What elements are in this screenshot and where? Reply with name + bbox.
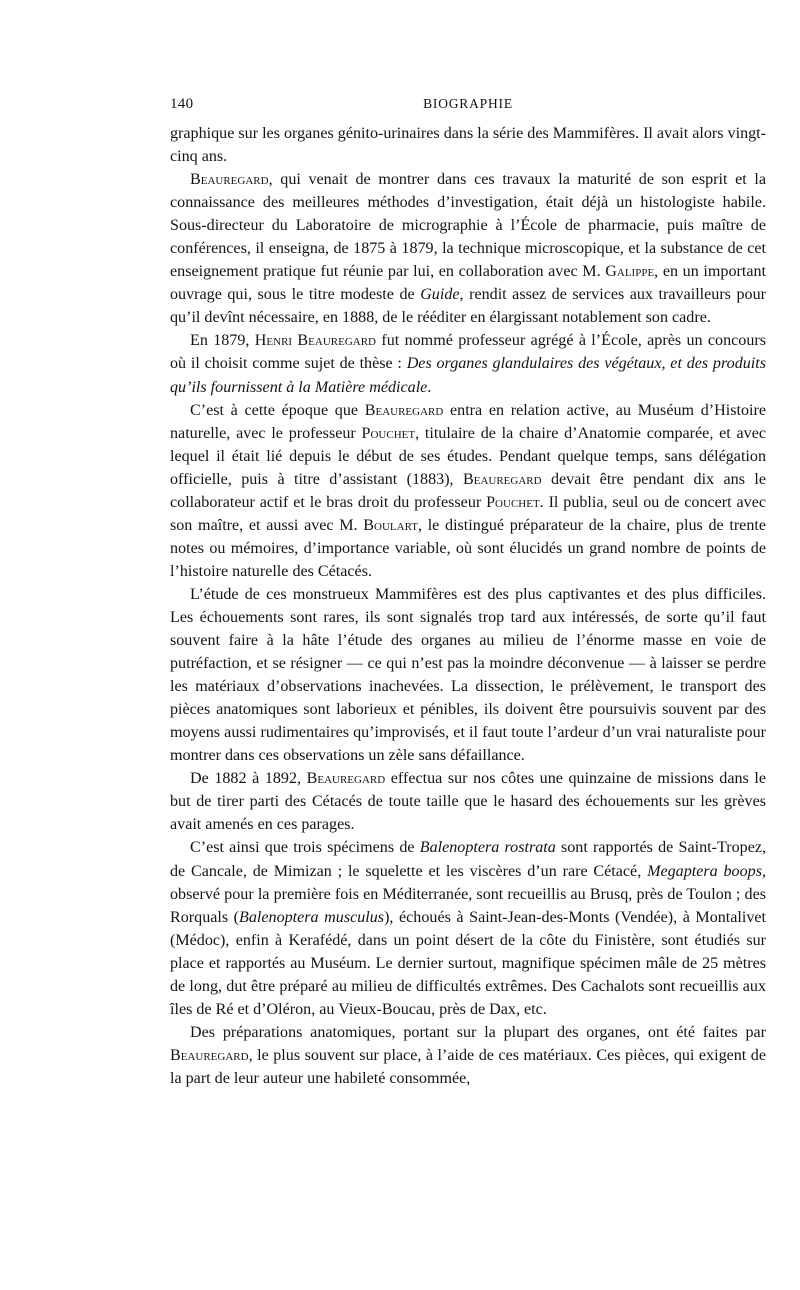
text-run: effectua sur nos côtes une quinzaine de missions dans le but de tirer parti des Cétacés de toute taille que le hasard des échouements sur les grèves avait amenés en ces parages. [170, 770, 766, 834]
page-number: 140 [170, 96, 194, 112]
small-caps-name: Pouchet [486, 493, 540, 511]
paragraph [170, 122, 766, 168]
text-run: C’est ainsi que trois spécimens de [190, 839, 420, 857]
small-caps-name: Galippe [605, 263, 655, 281]
text-run: C’est à cette époque que [190, 401, 365, 419]
paragraph [170, 329, 766, 398]
paragraph [170, 767, 766, 836]
text-run: fut nommé professeur agrégé à l’École, après un concours où il choisit comme sujet de thèse : [170, 332, 766, 373]
small-caps-name: Beauregard [364, 401, 444, 419]
text-run: , le plus souvent sur place, à l’aide de ces matériaux. Ces pièces, qui exigent de la part de leur auteur une habileté consommée, [170, 1046, 766, 1087]
italic-text: Guide [420, 286, 460, 304]
text-run: , en un important ouvrage qui, sous le titre modeste de [170, 263, 766, 304]
paragraph [170, 1021, 766, 1090]
italic-text: Balenoptera musculus [239, 908, 385, 926]
text-run: , le distingué préparateur de la chaire, plus de trente notes ou mémoires, d’importance variable, où sont élucidés un grand nombre de points de l’histoire naturelle des Cétacés. [170, 516, 766, 580]
text-run: ), échoués à Saint-Jean-des-Monts (Vendée), à Montalivet (Médoc), enfin à Kerafédé, dans un point désert de la côte du Finistère, sont étudiés sur place et rapportés au Muséum. Le dernier surtout, magnifique spécimen mâle de 25 mètres de long, dut être préparé au milieu de difficultés extrêmes. Des Cachalots sont recueillis aux îles de Ré et d’Oléron, au Vieux-Boucau, près de Dax, etc. [170, 908, 767, 1018]
text-run: entra en relation active, au Muséum d’Histoire naturelle, avec le professeur [170, 401, 766, 442]
text-run: . Il publia, seul ou de concert avec son maître, et aussi avec M. [170, 493, 766, 534]
small-caps-name: Beauregard [462, 470, 542, 488]
small-caps-name: Pouchet [361, 424, 416, 442]
small-caps-name: Beauregard [170, 1046, 249, 1064]
running-head [170, 96, 766, 122]
paragraph [170, 168, 766, 329]
text-run: sont rapportés de Saint-Tropez, de Cancale, de Mimizan ; le squelette et les viscères d’un rare Cétacé, [170, 839, 766, 880]
text-run: L’étude de ces monstrueux Mammifères est des plus captivantes et des plus difficiles. Les échouements sont rares, ils sont signalés trop tard aux intéressés, de sorte qu’il faut souvent faire à la hâte l’étude des organes au milieu de l’énorme masse en voie de putréfaction, et se résigner — ce qui n’est pas la moindre déconvenue — à laisser se perdre les matériaux d’observations inachevées. La dissection, le prélèvement, le transport des pièces anatomiques sont laborieux et pénibles, ils doivent être poursuivis souvent par des moyens aussi rudimentaires qu’improvisés, et il faut toute l’ardeur d’un vrai naturaliste pour montrer dans ces observations un zèle sans défaillance. [170, 585, 766, 765]
text-run: graphique sur les organes génito-urinaires dans la série des Mammifères. Il avait alors vingt-cinq ans. [170, 125, 766, 166]
text-run: , qui venait de montrer dans ces travaux la maturité de son esprit et la connaissance des meilleures méthodes d’investigation, était déjà un histologiste habile. Sous-directeur du Laboratoire de micrographie à l’École de pharmacie, puis maître de conférences, il enseigna, de 1875 à 1879, la technique microscopique, et la substance de cet enseignement pratique fut réunie par lui, en collaboration avec M. [170, 171, 766, 281]
page [170, 96, 766, 1090]
small-caps-name: Henri Beauregard [254, 332, 376, 350]
body-text [170, 122, 766, 1090]
text-run: , rendit assez de services aux travailleurs pour qu’il devînt nécessaire, en 1888, de le rééditer en élargissant notablement son cadre. [170, 286, 766, 327]
text-run: En 1879, [190, 332, 255, 350]
small-caps-name: Beauregard [190, 171, 269, 189]
italic-text: Balenoptera rostrata [419, 839, 556, 857]
text-run: devait être pendant dix ans le collaborateur actif et le bras droit du professeur [170, 470, 766, 511]
italic-text: Megaptera boops [647, 862, 762, 880]
paragraph [170, 583, 766, 767]
running-title: BIOGRAPHIE [423, 96, 513, 111]
text-run: . [427, 378, 432, 396]
paragraph [170, 399, 766, 583]
italic-text: Des organes glandulaires des végétaux, et des produits qu’ils fournissent à la Matière médicale [170, 355, 766, 396]
small-caps-name: Beauregard [306, 770, 386, 788]
paragraph [170, 836, 766, 1020]
text-run: , observé pour la première fois en Méditerranée, sont recueillis au Brusq, près de Toulon ; des Rorquals ( [170, 862, 766, 926]
text-run: Des préparations anatomiques, portant sur la plupart des organes, ont été faites par [190, 1023, 766, 1041]
text-run: De 1882 à 1892, [190, 770, 307, 788]
text-run: , titulaire de la chaire d’Anatomie comparée, et avec lequel il était lié depuis le début de ses études. Pendant quelque temps, sans délégation officielle, puis à titre d’assistant (1883), [170, 424, 766, 488]
small-caps-name: Boulart [363, 516, 418, 534]
